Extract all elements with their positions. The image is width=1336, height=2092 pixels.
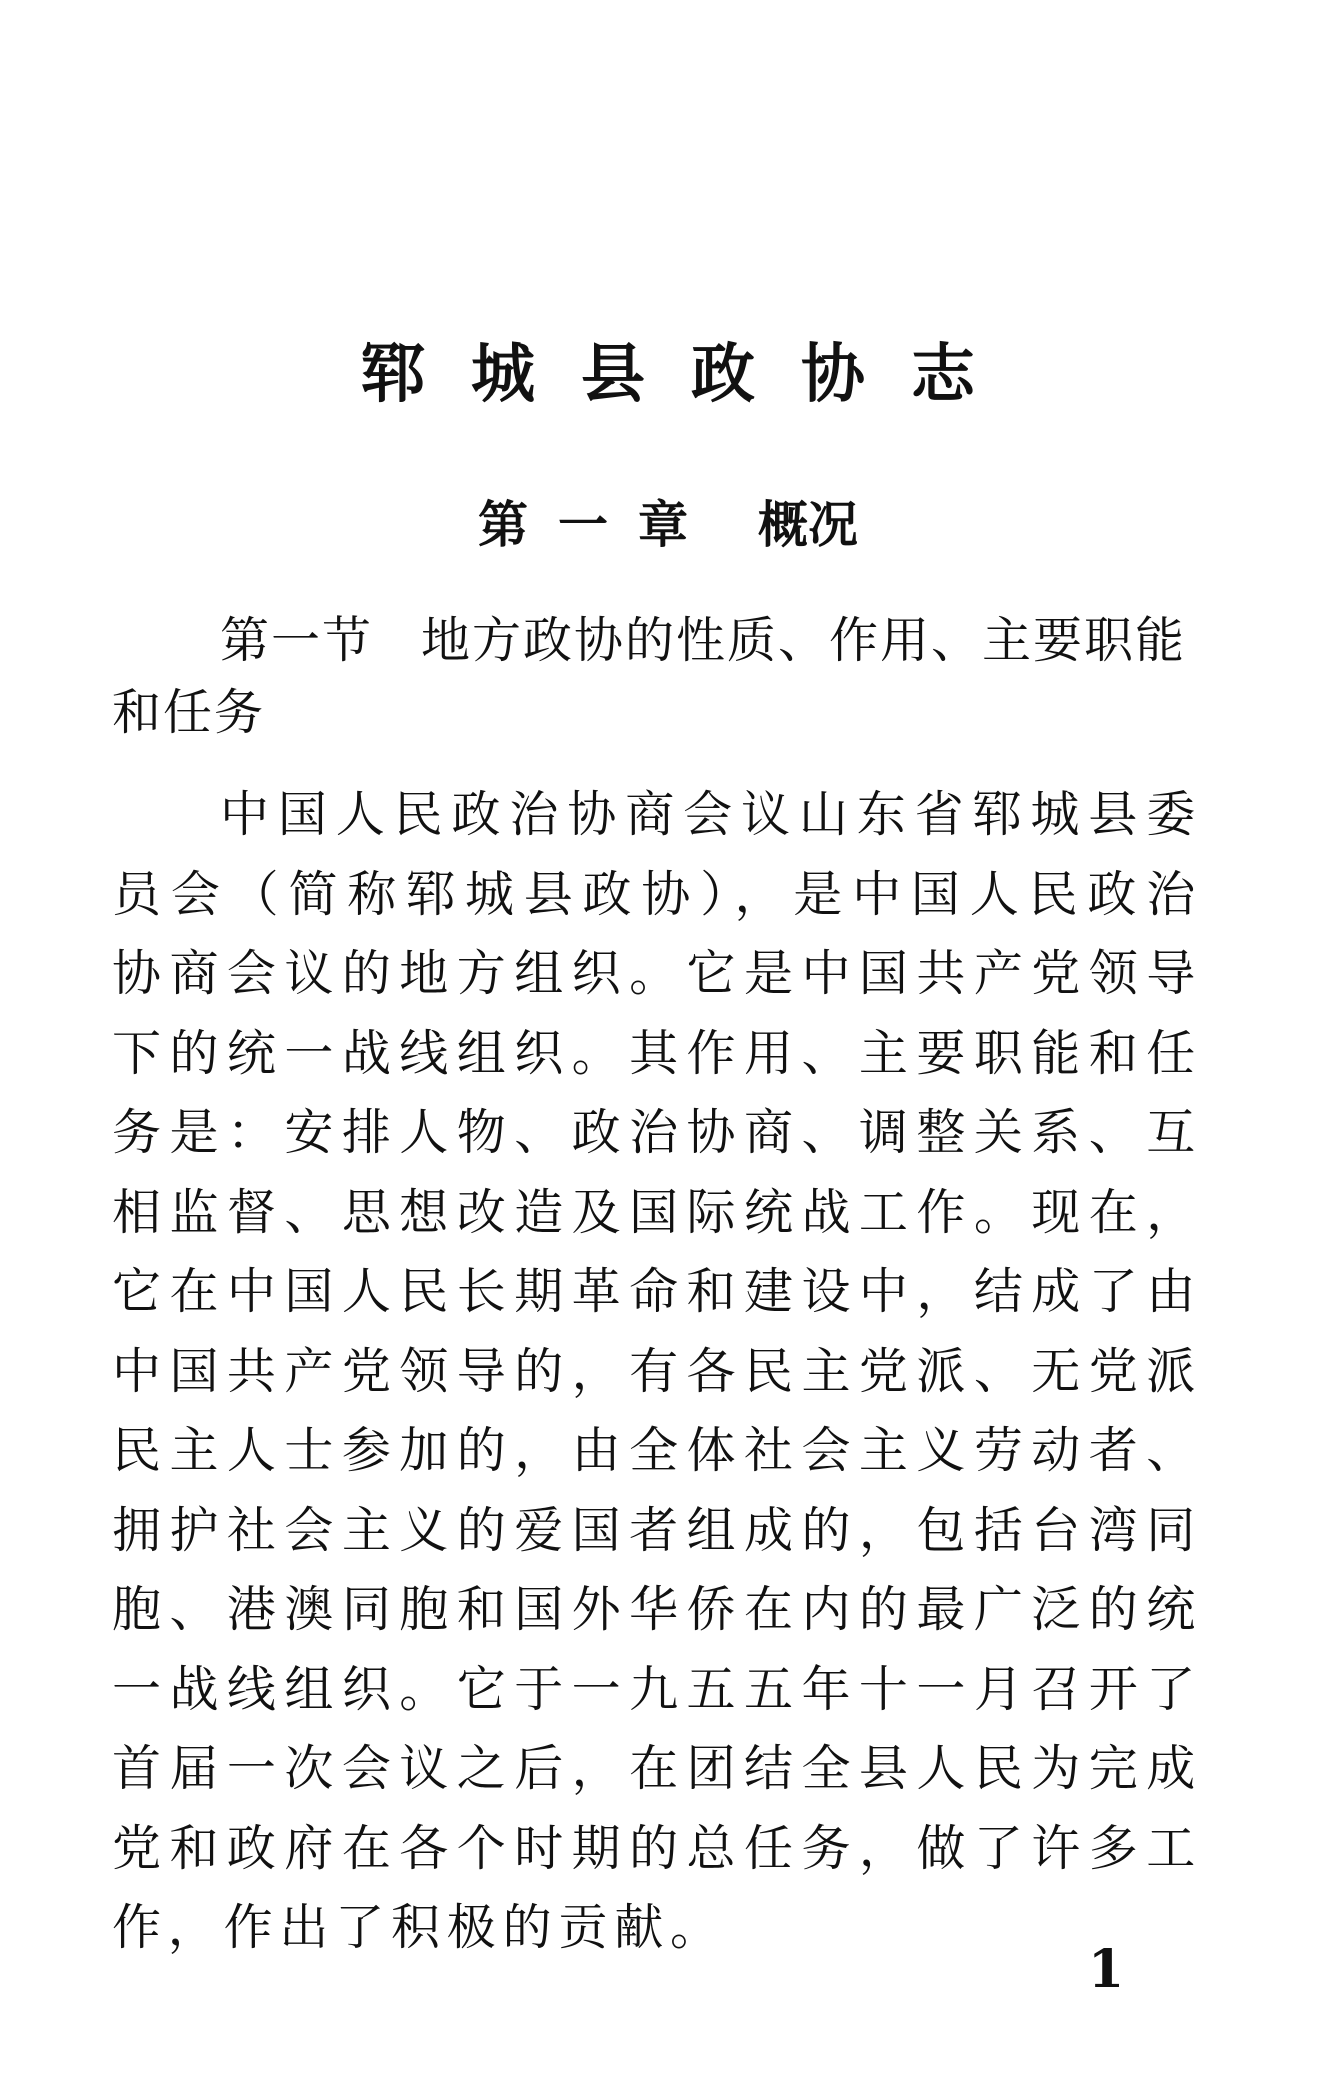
book-title: 郓城县政协志 [361, 337, 1021, 412]
chapter-title: 概况 [758, 496, 858, 554]
chapter-heading [0, 490, 1336, 560]
section-heading [112, 605, 1202, 749]
section-number: 第一节 [220, 612, 374, 669]
body-paragraph: 中国人民政治协商会议山东省郓城县委员会（简称郓城县政协），是中国人民政治协商会议的地方组织。它是中国共产党领导下的统一战线组织。其作用、主要职能和任务是：安排人物、政治协商、调整关系、互相监督、思想改造及国际统战工作。现在，它在中国人民长期革命和建设中，结成了由中国共产党领导的，有各民主党派、无党派民主人士参加的，由全体社会主义劳动者、拥护社会主义的爱国者组成的，包括台湾同胞、港澳同胞和国外华侨在内的最广泛的统一战线组织。它于一九五五年十一月召开了首届一次会议之后，在团结全县人民为完成党和政府在各个时期的总任务，做了许多工作，作出了积极的贡献。 [112, 786, 1202, 1956]
chapter-number: 第一章 [478, 496, 718, 554]
section-title: 地方政协的性质、作用、主要职能和任务 [112, 612, 1187, 741]
page-number: 1 [1088, 1939, 1125, 2000]
